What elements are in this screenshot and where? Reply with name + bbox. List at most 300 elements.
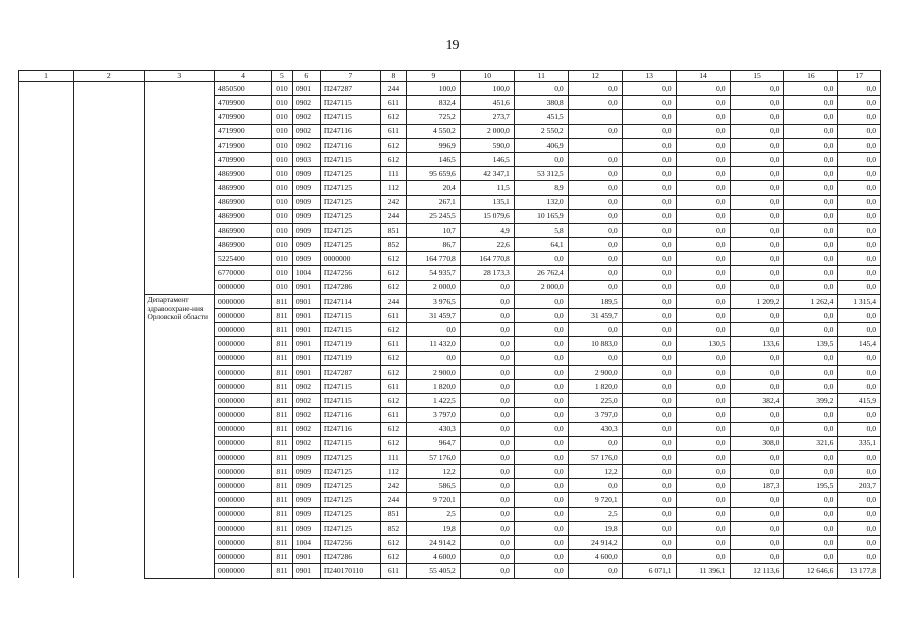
table-cell: 3 797,0 [406, 408, 460, 422]
table-cell: 4709900 [215, 110, 272, 124]
table-cell: 0,0 [730, 536, 784, 550]
table-cell: 0,0 [838, 507, 881, 521]
table-cell: 132,0 [514, 195, 568, 209]
table-cell: 0,0 [460, 280, 514, 294]
table-cell: 0,0 [676, 181, 730, 195]
table-cell: 0,0 [460, 365, 514, 379]
table-cell: П247125 [320, 195, 380, 209]
table-cell: 0,0 [676, 351, 730, 365]
table-cell: 0,0 [622, 266, 676, 280]
table-cell: П247256 [320, 266, 380, 280]
table-cell: 0,0 [568, 209, 622, 223]
table-cell: 0901 [292, 564, 320, 578]
table-cell: П247115 [320, 379, 380, 393]
header-cell: 1 [19, 71, 74, 82]
table-cell: 0,0 [676, 536, 730, 550]
table-cell: 725,2 [406, 110, 460, 124]
table-cell: 811 [272, 337, 293, 351]
table-cell: 0903 [292, 152, 320, 166]
table-cell: 611 [380, 379, 406, 393]
table-cell: 0,0 [568, 195, 622, 209]
header-cell: 3 [144, 71, 215, 82]
table-cell: 242 [380, 195, 406, 209]
table-cell: 26 762,4 [514, 266, 568, 280]
table-cell: 0,0 [730, 323, 784, 337]
table-cell: 0,0 [784, 181, 838, 195]
table-cell: 0,0 [622, 167, 676, 181]
header-cell: 14 [676, 71, 730, 82]
table-cell: 4869900 [215, 195, 272, 209]
table-cell: 0902 [292, 110, 320, 124]
table-cell: 10 165,9 [514, 209, 568, 223]
table-cell: 4 550,2 [406, 124, 460, 138]
table-cell: П247125 [320, 181, 380, 195]
table-cell: 2 000,0 [406, 280, 460, 294]
table-cell: 0,0 [514, 436, 568, 450]
table-cell: 0,0 [622, 550, 676, 564]
table-cell: 273,7 [460, 110, 514, 124]
table-cell: 0,0 [784, 536, 838, 550]
header-cell: 10 [460, 71, 514, 82]
table-cell: 0,0 [514, 152, 568, 166]
table-cell: 811 [272, 507, 293, 521]
table-cell: 0,0 [460, 479, 514, 493]
table-cell: 0,0 [568, 479, 622, 493]
table-cell: 2 900,0 [568, 365, 622, 379]
table-cell: 0,0 [838, 408, 881, 422]
table-cell: 0,0 [730, 138, 784, 152]
table-cell: 0,0 [406, 351, 460, 365]
table-cell: 415,9 [838, 394, 881, 408]
table-cell: 20,4 [406, 181, 460, 195]
table-cell: 0901 [292, 550, 320, 564]
header-cell: 16 [784, 71, 838, 82]
table-cell: 0,0 [730, 96, 784, 110]
table-cell: 9 720,1 [568, 493, 622, 507]
table-cell: 0,0 [460, 536, 514, 550]
table-cell: 0909 [292, 238, 320, 252]
table-cell: 811 [272, 521, 293, 535]
header-cell: 7 [320, 71, 380, 82]
table-cell: 0,0 [730, 152, 784, 166]
table-cell: 42 347,1 [460, 167, 514, 181]
table-cell: 0,0 [676, 280, 730, 294]
table-cell: 244 [380, 82, 406, 96]
table-cell: П247125 [320, 479, 380, 493]
table-cell: 612 [380, 252, 406, 266]
table-cell: 111 [380, 450, 406, 464]
table-cell: П240170110 [320, 564, 380, 578]
table-cell: 111 [380, 167, 406, 181]
table-cell: 0,0 [838, 521, 881, 535]
table-cell: 0,0 [676, 450, 730, 464]
table-cell: 4709900 [215, 96, 272, 110]
table-cell: 0,0 [676, 152, 730, 166]
table-cell: 0901 [292, 365, 320, 379]
header-row [19, 71, 881, 82]
table-cell: 0000000 [215, 323, 272, 337]
table-cell: 811 [272, 450, 293, 464]
table-cell: 25 245,5 [406, 209, 460, 223]
table-cell: 0,0 [730, 209, 784, 223]
table-cell: 2 550,2 [514, 124, 568, 138]
table-cell: 0,0 [838, 110, 881, 124]
table-cell: 0909 [292, 252, 320, 266]
table-cell: 0000000 [215, 507, 272, 521]
header-cell: 2 [73, 71, 144, 82]
table-cell: 0909 [292, 521, 320, 535]
table-cell: 0,0 [676, 266, 730, 280]
table-cell: 0,0 [460, 379, 514, 393]
table-cell: 0,0 [676, 252, 730, 266]
table-cell: 112 [380, 465, 406, 479]
table-cell: 0000000 [215, 422, 272, 436]
table-cell: 12 646,6 [784, 564, 838, 578]
table-cell: П247125 [320, 223, 380, 237]
table-cell: 133,6 [730, 337, 784, 351]
table-cell: 0,0 [514, 323, 568, 337]
table-cell: 0,0 [730, 223, 784, 237]
table-cell: 811 [272, 536, 293, 550]
table-cell: 0,0 [730, 110, 784, 124]
table-cell: 22,6 [460, 238, 514, 252]
table-cell: 0,0 [784, 323, 838, 337]
table-cell: 851 [380, 507, 406, 521]
table-cell: 0,0 [514, 422, 568, 436]
table-cell: 4 600,0 [568, 550, 622, 564]
table-cell: 130,5 [676, 337, 730, 351]
col1-cell [19, 82, 74, 579]
table-cell: 0,0 [514, 521, 568, 535]
table-cell: 0,0 [676, 379, 730, 393]
table-cell: 0,0 [460, 422, 514, 436]
table-cell: 010 [272, 110, 293, 124]
table-cell: 0,0 [460, 507, 514, 521]
table-cell: 2 000,0 [460, 124, 514, 138]
table-cell: 24 914,2 [406, 536, 460, 550]
table-cell: 010 [272, 82, 293, 96]
table-cell: 4719900 [215, 138, 272, 152]
table-cell: 267,1 [406, 195, 460, 209]
table-cell: 0,0 [622, 351, 676, 365]
table-cell: 0,0 [514, 394, 568, 408]
table-cell: 0,0 [730, 181, 784, 195]
table-cell: 612 [380, 422, 406, 436]
table-cell: П247256 [320, 536, 380, 550]
table-cell: 1 209,2 [730, 294, 784, 308]
table-cell: 0,0 [568, 181, 622, 195]
table-cell: 335,1 [838, 436, 881, 450]
table-cell: 0,0 [514, 379, 568, 393]
table-cell: 811 [272, 294, 293, 308]
table-cell: 4869900 [215, 181, 272, 195]
table-cell: 0,0 [622, 365, 676, 379]
table-cell: 0,0 [460, 309, 514, 323]
table-cell: 0,0 [838, 124, 881, 138]
table-cell: 0909 [292, 479, 320, 493]
table-cell: П247115 [320, 323, 380, 337]
table-cell: 0901 [292, 82, 320, 96]
table-cell: 0,0 [622, 493, 676, 507]
table-cell: 0,0 [676, 365, 730, 379]
table-cell: 0,0 [784, 450, 838, 464]
table-cell: 0,0 [622, 294, 676, 308]
table-cell: 811 [272, 422, 293, 436]
table-cell: 100,0 [406, 82, 460, 96]
table-cell: 57 176,0 [406, 450, 460, 464]
table-cell: 308,0 [730, 436, 784, 450]
table-cell: 010 [272, 152, 293, 166]
table-cell: 0,0 [676, 507, 730, 521]
table-cell: 164 770,8 [460, 252, 514, 266]
table-cell: 195,5 [784, 479, 838, 493]
table-cell: 0,0 [838, 536, 881, 550]
table-cell: 31 459,7 [568, 309, 622, 323]
table-cell: 0,0 [676, 124, 730, 138]
table-cell: 0,0 [622, 436, 676, 450]
table-cell: 139,5 [784, 337, 838, 351]
table-cell: 0,0 [622, 223, 676, 237]
table-cell: 010 [272, 124, 293, 138]
table-cell: 12,2 [406, 465, 460, 479]
table-cell: 0,0 [406, 323, 460, 337]
table-cell: 24 914,2 [568, 536, 622, 550]
table-cell: 0,0 [730, 280, 784, 294]
table-cell: 0,0 [676, 309, 730, 323]
table-cell: 611 [380, 408, 406, 422]
table-cell: 811 [272, 379, 293, 393]
table-cell: 0,0 [838, 96, 881, 110]
table-cell: П247125 [320, 507, 380, 521]
table-cell: 0000000 [215, 479, 272, 493]
table-cell: 0,0 [784, 550, 838, 564]
header-cell: 15 [730, 71, 784, 82]
header-cell: 8 [380, 71, 406, 82]
table-cell: 1 820,0 [568, 379, 622, 393]
table-cell: 0,0 [730, 521, 784, 535]
table-cell: 0,0 [460, 436, 514, 450]
table-cell: 0000000 [215, 394, 272, 408]
table-cell: 0,0 [622, 124, 676, 138]
table-cell: 9 720,1 [406, 493, 460, 507]
table-cell: 0,0 [730, 238, 784, 252]
table-cell: П247115 [320, 152, 380, 166]
table-cell: 0,0 [676, 521, 730, 535]
table-cell: 852 [380, 238, 406, 252]
table-cell: 2 000,0 [514, 280, 568, 294]
table-cell: 0,0 [784, 379, 838, 393]
table-cell: 1 422,5 [406, 394, 460, 408]
table-cell: 010 [272, 96, 293, 110]
table-cell: 0,0 [514, 337, 568, 351]
table-cell: 0,0 [622, 394, 676, 408]
table-cell: П247125 [320, 465, 380, 479]
table-cell: 0,0 [622, 521, 676, 535]
table-cell: 0,0 [514, 564, 568, 578]
table-cell: П247125 [320, 450, 380, 464]
table-cell: 0,0 [622, 110, 676, 124]
table-cell: П247125 [320, 209, 380, 223]
table-cell: 0,0 [514, 294, 568, 308]
table-cell: 010 [272, 280, 293, 294]
table-cell: 0,0 [568, 238, 622, 252]
table-cell: 0,0 [784, 152, 838, 166]
table-cell: 811 [272, 465, 293, 479]
table-cell: 321,6 [784, 436, 838, 450]
table-cell: П247116 [320, 138, 380, 152]
table-cell: 0909 [292, 450, 320, 464]
table-cell: П247119 [320, 337, 380, 351]
table-cell: 0902 [292, 436, 320, 450]
table-cell: 0,0 [622, 280, 676, 294]
table-cell: 1 262,4 [784, 294, 838, 308]
table-cell: 612 [380, 110, 406, 124]
table-cell: П247115 [320, 110, 380, 124]
table-cell: 0,0 [784, 209, 838, 223]
table-cell: 0,0 [622, 96, 676, 110]
table-cell: 0,0 [622, 337, 676, 351]
table-cell: 612 [380, 436, 406, 450]
table-cell: 0000000 [215, 379, 272, 393]
table-cell: 0000000 [215, 309, 272, 323]
table-cell: 0,0 [838, 365, 881, 379]
table-cell: 0,0 [676, 493, 730, 507]
table-cell: 996,9 [406, 138, 460, 152]
table-cell: 0,0 [838, 181, 881, 195]
table-cell: 430,3 [568, 422, 622, 436]
table-cell: 0,0 [622, 465, 676, 479]
header-cell: 6 [292, 71, 320, 82]
table-cell: 57 176,0 [568, 450, 622, 464]
table-cell: П247116 [320, 124, 380, 138]
table-cell: 0,0 [568, 280, 622, 294]
table-cell: 0,0 [460, 351, 514, 365]
budget-table [18, 70, 881, 579]
table-cell: 0,0 [676, 465, 730, 479]
table-cell: 0,0 [568, 167, 622, 181]
table-cell: 612 [380, 266, 406, 280]
table-cell: 0,0 [730, 422, 784, 436]
table-cell: 0,0 [514, 479, 568, 493]
table-cell: 0,0 [460, 408, 514, 422]
table-cell: 0,0 [676, 323, 730, 337]
page-number: 19 [445, 38, 460, 53]
table-cell: 0,0 [460, 294, 514, 308]
table-cell: 0,0 [838, 138, 881, 152]
table-cell: 399,2 [784, 394, 838, 408]
table-cell: 0,0 [622, 138, 676, 152]
table-cell: 0,0 [730, 408, 784, 422]
table-cell: 0,0 [730, 124, 784, 138]
table-cell: 0,0 [676, 394, 730, 408]
table-cell: 0000000 [215, 493, 272, 507]
table-cell: 0,0 [676, 209, 730, 223]
table-cell: 203,7 [838, 479, 881, 493]
table-cell: П247119 [320, 351, 380, 365]
table-cell: 010 [272, 167, 293, 181]
table-cell: 53 312,5 [514, 167, 568, 181]
table-cell: 55 405,2 [406, 564, 460, 578]
table-cell: 0,0 [784, 195, 838, 209]
table-cell: 612 [380, 323, 406, 337]
table-cell: 54 935,7 [406, 266, 460, 280]
table-cell: 0902 [292, 124, 320, 138]
table-cell: 0,0 [622, 195, 676, 209]
table-cell: 811 [272, 323, 293, 337]
table-cell: 0,0 [784, 365, 838, 379]
table-cell: 0000000 [215, 465, 272, 479]
table-cell: 0,0 [676, 223, 730, 237]
table-cell: 0,0 [676, 479, 730, 493]
table-cell: 612 [380, 365, 406, 379]
table-cell: 0,0 [676, 550, 730, 564]
table-cell: П247114 [320, 294, 380, 308]
table-cell: 0909 [292, 507, 320, 521]
col3-cell [144, 82, 215, 295]
table-cell: 0,0 [838, 238, 881, 252]
table-cell: 0,0 [838, 493, 881, 507]
table-cell: 12,2 [568, 465, 622, 479]
table-cell: 0000000 [320, 252, 380, 266]
table-cell: П247287 [320, 82, 380, 96]
table-row [19, 82, 881, 96]
table-cell: 4869900 [215, 209, 272, 223]
table-cell: 0,0 [622, 379, 676, 393]
table-cell: 4709900 [215, 152, 272, 166]
table-cell: 4 600,0 [406, 550, 460, 564]
table-cell: 0,0 [676, 167, 730, 181]
header-cell: 4 [215, 71, 272, 82]
table-cell: 1004 [292, 266, 320, 280]
table-cell: 0,0 [460, 323, 514, 337]
table-cell: 0,0 [514, 450, 568, 464]
table-cell: 244 [380, 294, 406, 308]
table-cell: 611 [380, 309, 406, 323]
table-cell: 244 [380, 209, 406, 223]
table-cell: 0000000 [215, 436, 272, 450]
table-cell: 0,0 [568, 564, 622, 578]
table-cell: 0000000 [215, 365, 272, 379]
table-cell: 010 [272, 223, 293, 237]
table-cell: 1004 [292, 536, 320, 550]
table-cell: 0,0 [460, 521, 514, 535]
table-cell: 19,8 [568, 521, 622, 535]
table-cell: 0,0 [838, 195, 881, 209]
table-cell: 10 883,0 [568, 337, 622, 351]
table-row [19, 294, 881, 308]
table-cell: 0,0 [784, 252, 838, 266]
table-cell: 0,0 [514, 493, 568, 507]
table-cell: 0901 [292, 323, 320, 337]
table-cell: 0,0 [460, 337, 514, 351]
table-cell: 0,0 [622, 450, 676, 464]
table-cell: 0,0 [514, 408, 568, 422]
table-cell: 0,0 [784, 507, 838, 521]
table-cell: 10,7 [406, 223, 460, 237]
table-cell: П247125 [320, 167, 380, 181]
table-cell: 225,0 [568, 394, 622, 408]
table-cell: 0000000 [215, 280, 272, 294]
table-cell: 586,5 [406, 479, 460, 493]
table-cell: 0,0 [784, 493, 838, 507]
table-cell: 4719900 [215, 124, 272, 138]
table-cell: 0,0 [730, 351, 784, 365]
table-cell: 95 659,6 [406, 167, 460, 181]
table-cell: 1 315,4 [838, 294, 881, 308]
table-cell: 811 [272, 493, 293, 507]
table-cell: 0,0 [730, 465, 784, 479]
table-cell: 100,0 [460, 82, 514, 96]
